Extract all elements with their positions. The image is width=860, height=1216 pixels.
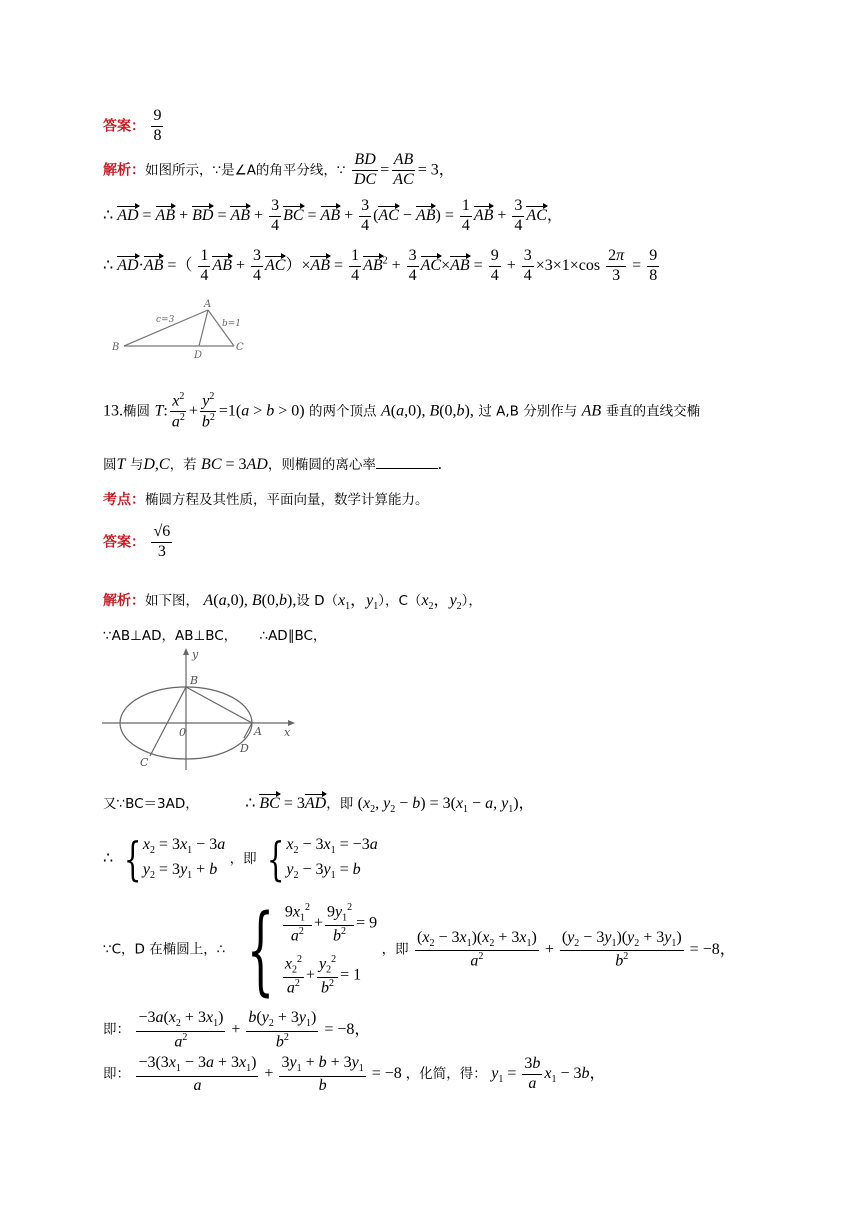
q12-analysis-intro: 如图所示，∵是∠A的角平分线，∵	[145, 162, 346, 179]
q12-answer-line	[103, 108, 165, 145]
label-b: B	[112, 342, 120, 353]
line-bc	[150, 687, 186, 756]
analysis-label: 解析：	[103, 593, 145, 609]
q13-answer-fraction: $\frac{√6}{3}$	[153, 523, 171, 560]
line-ba	[186, 687, 252, 723]
label-y: y	[192, 648, 199, 661]
q13-kaodian-line: 考点：椭圆方程及其性质，平面向量，数学计算能力。	[103, 492, 429, 508]
label-d: D	[240, 742, 249, 755]
ratio-ab-ac: $\frac{AB}{AC}$	[393, 151, 414, 188]
label-a: A	[254, 725, 262, 738]
q13-system-line: ∴ { $x_2 = 3x_1 - 3a$ $y_2 = 3y_1 + b$ ，即 { $x_2 - 3x_1 = -3a$ $y_2 - 3y_1 = b$	[103, 832, 378, 886]
q13-answer-line	[103, 524, 174, 561]
y-arrow	[183, 648, 189, 655]
answer-label: 答案：	[103, 118, 145, 135]
answer-blank	[376, 456, 438, 469]
q13-stem-line2: 圆T 与D,C，若 BC = 3AD，则椭圆的离心率 .	[103, 456, 442, 473]
ratio-bd-dc: $\frac{BD}{DC}$	[353, 151, 377, 188]
analysis-label: 解析：	[103, 162, 145, 179]
system-3: { $\frac{9x_1^2}{a^2}$ + $\frac{9y_1^2}{b^2}$ = 9 $\frac{x_2^2}{a^2}$ + $\frac{y_2^2}{b^2}$ = 1	[246, 894, 378, 1006]
label-a: A	[204, 299, 212, 310]
q12-analysis-line1: 解析：如图所示，∵是∠A的角平分线，∵ $\frac{BD}{DC}$ = $\frac{AB}{AC}$ = 3，	[103, 151, 455, 188]
q13-perp-line: ∵AB⊥AD，AB⊥BC， ∴AD∥BC，	[103, 628, 327, 644]
system-1: { $x_2 = 3x_1 - 3a$ $y_2 = 3y_1 + b$	[123, 832, 226, 886]
q13-ji-line2: 即： $\frac{-3(3x_1 - 3a + 3x_1)}{a}$ + $\frac{3y_1 + b + 3y_1}{b}$ = −8 ，化简，得： $y_1$ = $\frac{3b}{a}$ $x_1 - 3b$，	[103, 1054, 606, 1094]
label-d: D	[194, 350, 203, 360]
q13-ji-line1: 即： $\frac{-3a(x_2 + 3x_1)}{a^2}$ + $\frac{b(y_2 + 3y_1)}{b^2}$ = −8，	[103, 1009, 371, 1051]
q13-analysis-line1: 解析：如下图， A(a,0), B(0,b),设 $D(x_1$，$y_1$），$C(x_2$，$y_2$），	[103, 592, 482, 613]
q12-answer-fraction: $\frac{9}{8}$	[153, 107, 162, 144]
kaodian-label: 考点：	[103, 492, 145, 508]
label-b-eq: b=1	[222, 319, 242, 329]
q12-vector-line3: ∴ AD·AB =（ $\frac{1}{4}$ AB + $\frac{3}{4}$ AC）×AB = $\frac{1}{4}$ $AB^2$ + $\frac{3}{4}$ AC×AB = $\frac{9}{4}$ + $\frac{3}{4}$ ×3×1×cos $\frac{2\pi}{3}$ = $\frac{9}{8}$	[103, 247, 658, 284]
bisector-ad	[199, 310, 208, 346]
q13-again-line: 又∵BC＝3AD， ∴ BC = 3AD，即 ($x_2$, $y_2 - b) = 3(x_1 - a$, $y_1$)，	[103, 795, 535, 816]
label-origin: 0	[179, 726, 186, 739]
q12-triangle-figure	[108, 296, 258, 360]
label-b: B	[190, 674, 199, 687]
q12-vector-line2: ∴ AD = AB + BD = AB + $\frac{3}{4}$ BC = AB + $\frac{3}{4}$ (AC − AB) = $\frac{1}{4}$ AB + $\frac{3}{4}$ AC，	[103, 197, 563, 234]
answer-label: 答案：	[103, 534, 145, 551]
label-c-eq: c=3	[156, 315, 175, 325]
label-x: x	[284, 726, 291, 739]
system-2: { $x_2 - 3x_1 = -3a$ $y_2 - 3y_1 = b$	[266, 832, 378, 886]
q13-stem-line1: 13.椭圆 T: $\frac{x^2}{a^2}$ + $\frac{y^2}{b^2}$ =1(a > b > 0) 的两个顶点 A(a,0), B(0,b), 过 A,B 分别作与 AB 垂直的直线交椭	[103, 391, 701, 431]
label-c: C	[236, 342, 244, 353]
q13-ellipse-figure	[100, 646, 300, 774]
q13-on-ellipse-line: ∵C，D 在椭圆上，∴ { $\frac{9x_1^2}{a^2}$ + $\frac{9y_1^2}{b^2}$ = 9 $\frac{x_2^2}{a^2}$ + $\frac{y_2^2}{b^2}$ = 1 ，即 $\frac{(x_2 - 3x_1)(x_2 + 3x_1)}{a^2}$ + $\frac{(y_2 - 3y_1)(y_2 + 3y_1)}{b^2}$ = −8，	[103, 894, 736, 1006]
label-c: C	[140, 756, 149, 769]
